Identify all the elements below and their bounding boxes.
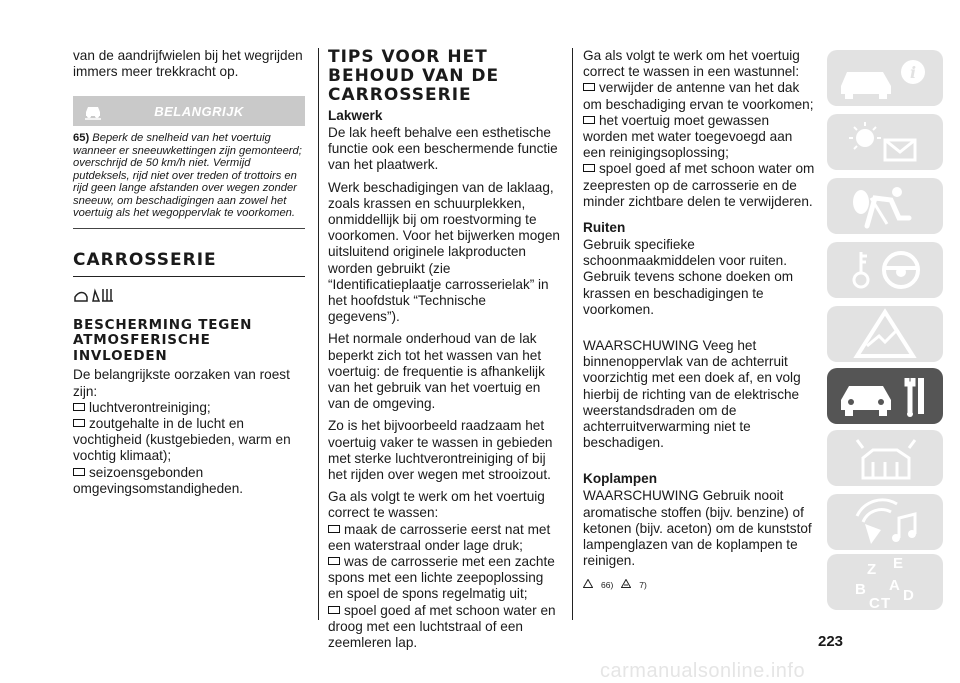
reference-number: 7) — [639, 580, 647, 591]
list-item: spoel goed af met schoon water om zeepresten op de carrosserie en de minder zichtbare delen te verwijderen. — [583, 161, 815, 209]
chapter-tab-dashboard[interactable] — [827, 114, 943, 170]
list-item: maak de carrosserie eerst nat met een waterstraal onder lage druk; — [328, 521, 551, 553]
column-2 — [328, 48, 560, 651]
chapter-tab-starting-driving[interactable] — [827, 242, 943, 298]
checkbox-icon — [73, 403, 85, 411]
index-letter: Z — [867, 561, 877, 578]
warning-header — [73, 96, 305, 126]
car-info-icon — [827, 50, 943, 106]
page-number: 223 — [818, 633, 844, 650]
ruiten-heading: Ruiten — [583, 220, 626, 236]
koplampen-text: WAARSCHUWING Gebruik nooit aromatische stoffen (bijv. benzine) of ketonen (bijv. aceton) om de kunststof lampenglazen van de koplampen te reinigen. — [583, 488, 812, 569]
chapter-tab-technical-data[interactable] — [827, 430, 943, 486]
checkbox-icon — [328, 525, 340, 533]
warning-number: 65) — [73, 132, 90, 145]
warning-title: BELANGRIJK — [154, 103, 244, 119]
warning-triangle-icon — [827, 306, 943, 362]
section-header — [73, 251, 305, 277]
key-steering-icon — [827, 242, 943, 298]
column-3 — [583, 48, 815, 590]
paragraph: Het normale onderhoud van de lak beperkt zich tot het wassen van het voertuig: de frequentie is afhankelijk van het gebruik van het voertuig en van de omgeving. — [328, 331, 545, 412]
index-letter: D — [903, 587, 914, 604]
list-item: spoel goed af met schoon water en droog met een luchtstraal of een zeemleren lap. — [328, 602, 556, 651]
intro-text: Ga als volgt te werk om het voertuig correct te wassen in een wastunnel: — [583, 48, 800, 80]
car-wrench-icon — [827, 368, 943, 424]
paragraph: Werk beschadigingen van de laklaag, zoals krassen en schuurplekken, onmiddellijk bij om roestvorming te voorkomen. Voor het bijwerken mogen uitsluitend originele lakproducten worden gebruikt (zie “Identificatieplaatje carrosserielak” in het hoofdstuk “Technische gegevens”). — [328, 179, 560, 325]
chapter-tab-emergency[interactable] — [827, 306, 943, 362]
reference-number: 66) — [601, 580, 614, 591]
index-letter: A — [889, 577, 900, 594]
paragraph: Zo is het bijvoorbeeld raadzaam het voertuig vaker te wassen in gebieden met sterke luchtverontreiniging of bij het rijden over wegen met strooizout. — [328, 418, 553, 483]
caution-icon — [621, 579, 631, 590]
checkbox-icon — [328, 606, 340, 614]
paragraph: De lak heeft behalve een esthetische functie ook een beschermende functie van het plaatwerk. — [328, 125, 558, 173]
subsection-title: BESCHERMING TEGEN ATMOSFERISCHE INVLOEDEN — [73, 316, 253, 364]
car-warning-icon — [83, 102, 103, 125]
tips-title: TIPS VOOR HET BEHOUD VAN DE CARROSSERIE — [328, 47, 500, 105]
bodywork-care-icon — [73, 285, 305, 310]
svg-text:i: i — [909, 63, 917, 82]
lakwerk-heading: Lakwerk — [328, 108, 383, 123]
list-item: zoutgehalte in de lucht en vochtigheid (kustgebieden, warm en vochtig klimaat); — [73, 416, 291, 464]
list-item: verwijder de antenne van het dak om beschadiging ervan te voorkomen; — [583, 80, 814, 112]
list-item: luchtverontreiniging; — [73, 400, 305, 416]
index-letters-icon — [827, 554, 943, 610]
chapter-tab-multimedia[interactable] — [827, 494, 943, 550]
warning-text: Beperk de snelheid van het voertuig wanneer er sneeuwkettingen zijn gemonteerd; overschrijd de 50 km/h niet. Vermijd putdeksels, rijd niet over treden of trottoirs en rijd geen lange afstanden over wegen zonder sneeuw, om beschadigingen aan zowel het voertuig als het wegoppervlak te voorkomen. — [73, 132, 302, 220]
intro-text: van de aandrijfwielen bij het wegrijden immers meer trekkracht op. — [73, 48, 303, 80]
list-item: was de carrosserie met een zachte spons met een lichte zeepoplossing en spoel de spons regelmatig uit; — [328, 554, 555, 602]
warning-triangle-icon — [583, 579, 593, 590]
chapter-tab-safety[interactable] — [827, 178, 943, 234]
index-letter: T — [881, 595, 891, 610]
checkbox-icon — [583, 164, 595, 172]
ruiten-text: Gebruik specifieke schoonmaakmiddelen voor ruiten. Gebruik tevens schone doeken om krassen en beschadigingen te voorkomen. — [583, 237, 794, 317]
index-letter: B — [855, 581, 866, 598]
column-divider — [318, 48, 319, 620]
list-item: het voertuig moet gewassen worden met water toegevoegd aan een reinigingsoplossing; — [583, 112, 793, 161]
index-letter: E — [893, 555, 904, 572]
section-title: CARROSSERIE — [73, 249, 217, 270]
footer-watermark: carmanualsonline.info — [600, 660, 806, 682]
checkbox-icon — [73, 419, 85, 427]
ruiten-warning: WAARSCHUWING Veeg het binnenoppervlak van de achterruit voorzichtig met een doek af, en volg hierbij de richting van de elektrische weerstandsdraden om de achterruitverwarming niet te beschadigen. — [583, 338, 801, 451]
chapter-tab-knowing-car[interactable] — [827, 50, 943, 106]
koplampen-heading: Koplampen — [583, 471, 658, 487]
airbag-safety-icon — [827, 178, 943, 234]
checkbox-icon — [73, 468, 85, 476]
paragraph: Ga als volgt te werk om het voertuig correct te wassen: — [328, 489, 545, 521]
chapter-tab-index[interactable] — [827, 554, 943, 610]
column-divider — [572, 48, 573, 620]
technical-data-icon — [827, 430, 943, 486]
chapter-tab-maintenance[interactable] — [827, 368, 943, 424]
checkbox-icon — [583, 116, 595, 124]
list-item: seizoensgebonden omgevingsomstandigheden. — [73, 464, 244, 496]
multimedia-icon — [827, 494, 943, 550]
dashboard-lights-icon — [827, 114, 943, 170]
checkbox-icon — [328, 557, 340, 565]
reference-marks — [583, 579, 815, 590]
column-1 — [73, 48, 305, 497]
warning-body — [73, 132, 305, 229]
index-letter: C — [869, 595, 880, 610]
lead-text: De belangrijkste oorzaken van roest zijn: — [73, 367, 290, 399]
checkbox-icon — [583, 83, 595, 91]
